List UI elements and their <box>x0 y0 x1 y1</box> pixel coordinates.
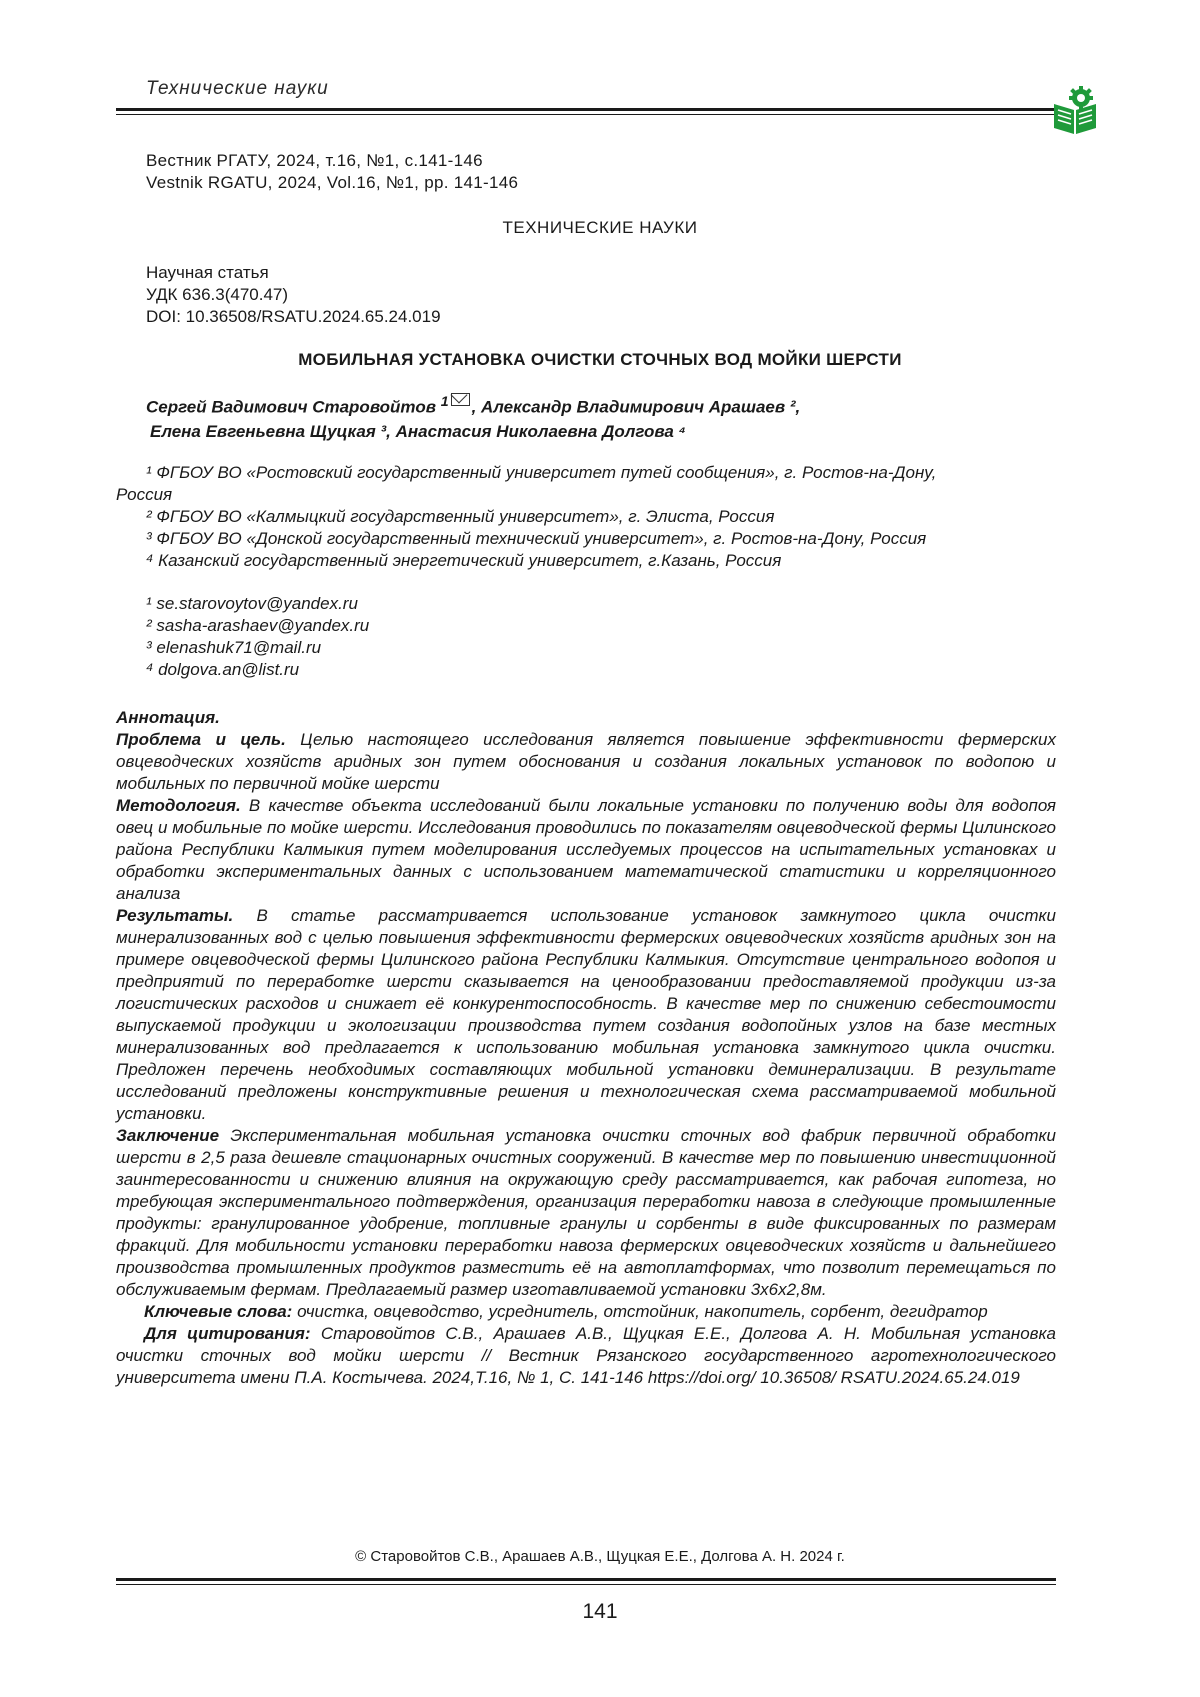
affiliation-1-cont: Россия <box>116 485 173 504</box>
footer-rule <box>116 1578 1056 1581</box>
authors-line-2: Елена Евгеньевна Щуцкая ³, Анастасия Николаевна Долгова ⁴ <box>150 421 686 441</box>
footer-rule-thin <box>116 1584 1056 1585</box>
abstract-methodology: Методология. В качестве объекта исследований были локальные установки по получению воды для водопоя овец и мобильные по мойке шерсти. Исследования проводились по показателям овцеводческой фермы Цилинского района Республики Калмыкия путем моделирования исследуемых процессов на испытательных установках и обработки экспериментальных данных с использованием математической статистики и корреляционного анализа <box>116 796 1056 903</box>
section-header: Технические науки <box>146 78 329 99</box>
article-title: МОБИЛЬНАЯ УСТАНОВКА ОЧИСТКИ СТОЧНЫХ ВОД МОЙКИ ШЕРСТИ <box>298 350 902 369</box>
citation: Для цитирования: Старовойтов С.В., Арашаев А.В., Щуцкая Е.Е., Долгова А. Н. Мобильная установка очистки сточных вод мойки шерсти // Вестник Рязанского государственного агротехнологического университета имени П.А. Костычева. 2024,Т.16, № 1, С. 141-146 https://doi.org/ 10.36508/ RSATU.2024.65.24.019 <box>116 1324 1057 1387</box>
email-1[interactable]: ¹ se.starovoytov@yandex.ru <box>146 594 358 613</box>
mail-icon <box>451 393 470 406</box>
affiliation-3: ³ ФГБОУ ВО «Донской государственный технический университет», г. Ростов-на-Дону, Россия <box>146 529 927 548</box>
article-type: Научная статья <box>146 263 269 282</box>
header-rule-thin <box>116 114 1056 115</box>
affiliations <box>116 462 1056 572</box>
affiliation-1: ¹ ФГБОУ ВО «Ростовский государственный университет путей сообщения», г. Ростов-на-Дону, <box>146 463 937 482</box>
journal-reference-en: Vestnik RGATU, 2024, Vol.16, №1, pp. 141-146 <box>146 173 519 192</box>
abstract-problem: Проблема и цель. Целью настоящего исследования является повышение эффективности фермерских овцеводческих хозяйств аридных зон путем обоснования и создания локальных установок по водопою и мобильных по первичной мойке шерсти <box>116 730 1056 793</box>
abstract <box>116 707 1056 1389</box>
abstract-heading: Аннотация. <box>116 708 220 727</box>
author-2: , Александр Владимирович Арашаев ², <box>471 397 801 417</box>
emails <box>146 593 369 681</box>
journal-logo-icon <box>1052 86 1100 136</box>
doi: DOI: 10.36508/RSATU.2024.65.24.019 <box>146 307 441 326</box>
rubric: ТЕХНИЧЕСКИЕ НАУКИ <box>502 218 698 237</box>
journal-reference-ru: Вестник РГАТУ, 2024, т.16, №1, с.141-146 <box>146 151 483 170</box>
header-rule <box>116 108 1056 111</box>
email-3[interactable]: ³ elenashuk71@mail.ru <box>146 638 322 657</box>
affiliation-2: ² ФГБОУ ВО «Калмыцкий государственный университет», г. Элиста, Россия <box>146 507 775 526</box>
affiliation-4: ⁴ Казанский государственный энергетический университет, г.Казань, Россия <box>146 551 782 570</box>
page-number: 141 <box>582 1600 618 1623</box>
udk: УДК 636.3(470.47) <box>146 285 289 304</box>
abstract-conclusion: Заключение Экспериментальная мобильная установка очистки сточных вод фабрик первичной обработки шерсти в 2,5 раза дешевле стационарных очистных сооружений. В качестве мер по повышению инвестиционной заинтересованности и снижению влияния на окружающую среду рассматривается, как рабочая гипотеза, но требующая экспериментального подтверждения, организация переработки навоза в следующие промышленные продукты: гранулированное удобрение, топливные гранулы и сорбенты в виде фиксированных по размерам фракций. Для мобильности установки переработки навоза фермерских овцеводческих хозяйств и дальнейшего производства промышленных продуктов разместить её на автоплатформах, что позволит перемещаться по обслуживаемым фермам. Предлагаемый размер изготавливаемой установки 3х6х2,8м. <box>116 1126 1056 1299</box>
article-meta <box>146 262 441 328</box>
keywords: Ключевые слова: очистка, овцеводство, усреднитель, отстойник, накопитель, сорбент, дегидратор <box>144 1302 988 1321</box>
journal-reference <box>146 150 518 194</box>
author-1-affil: 1 <box>440 394 449 410</box>
author-1: Сергей Вадимович Старовойтов <box>146 397 441 417</box>
copyright: © Старовойтов С.В., Арашаев А.В., Щуцкая Е.Е., Долгова А. Н. 2024 г. <box>355 1548 845 1565</box>
authors <box>146 390 1086 444</box>
email-2[interactable]: ² sasha-arashaev@yandex.ru <box>146 616 370 635</box>
abstract-results: Результаты. В статье рассматривается использование установок замкнутого цикла очистки минерализованных вод с целью повышения эффективности фермерских овцеводческих хозяйств аридных зон на примере овцеводческой фермы Цилинского района Республики Калмыкия. Отсутствие центрального водопоя и предприятий по переработке шерсти сказывается на ценообразовании предоставляемой продукции из-за логистических расходов и снижает её конкурентоспособность. В качестве мер по снижению себестоимости выпускаемой продукции и экологизации производства путем создания водопойных узлов на базе местных минерализованных вод предлагается к использованию мобильная установка замкнутого цикла очистки. Предложен перечень необходимых составляющих мобильной установки деминерализации. В результате исследований предложены конструктивные решения и технологическая схема рассматриваемой мобильной установки. <box>116 906 1056 1123</box>
email-4[interactable]: ⁴ dolgova.an@list.ru <box>146 660 300 679</box>
